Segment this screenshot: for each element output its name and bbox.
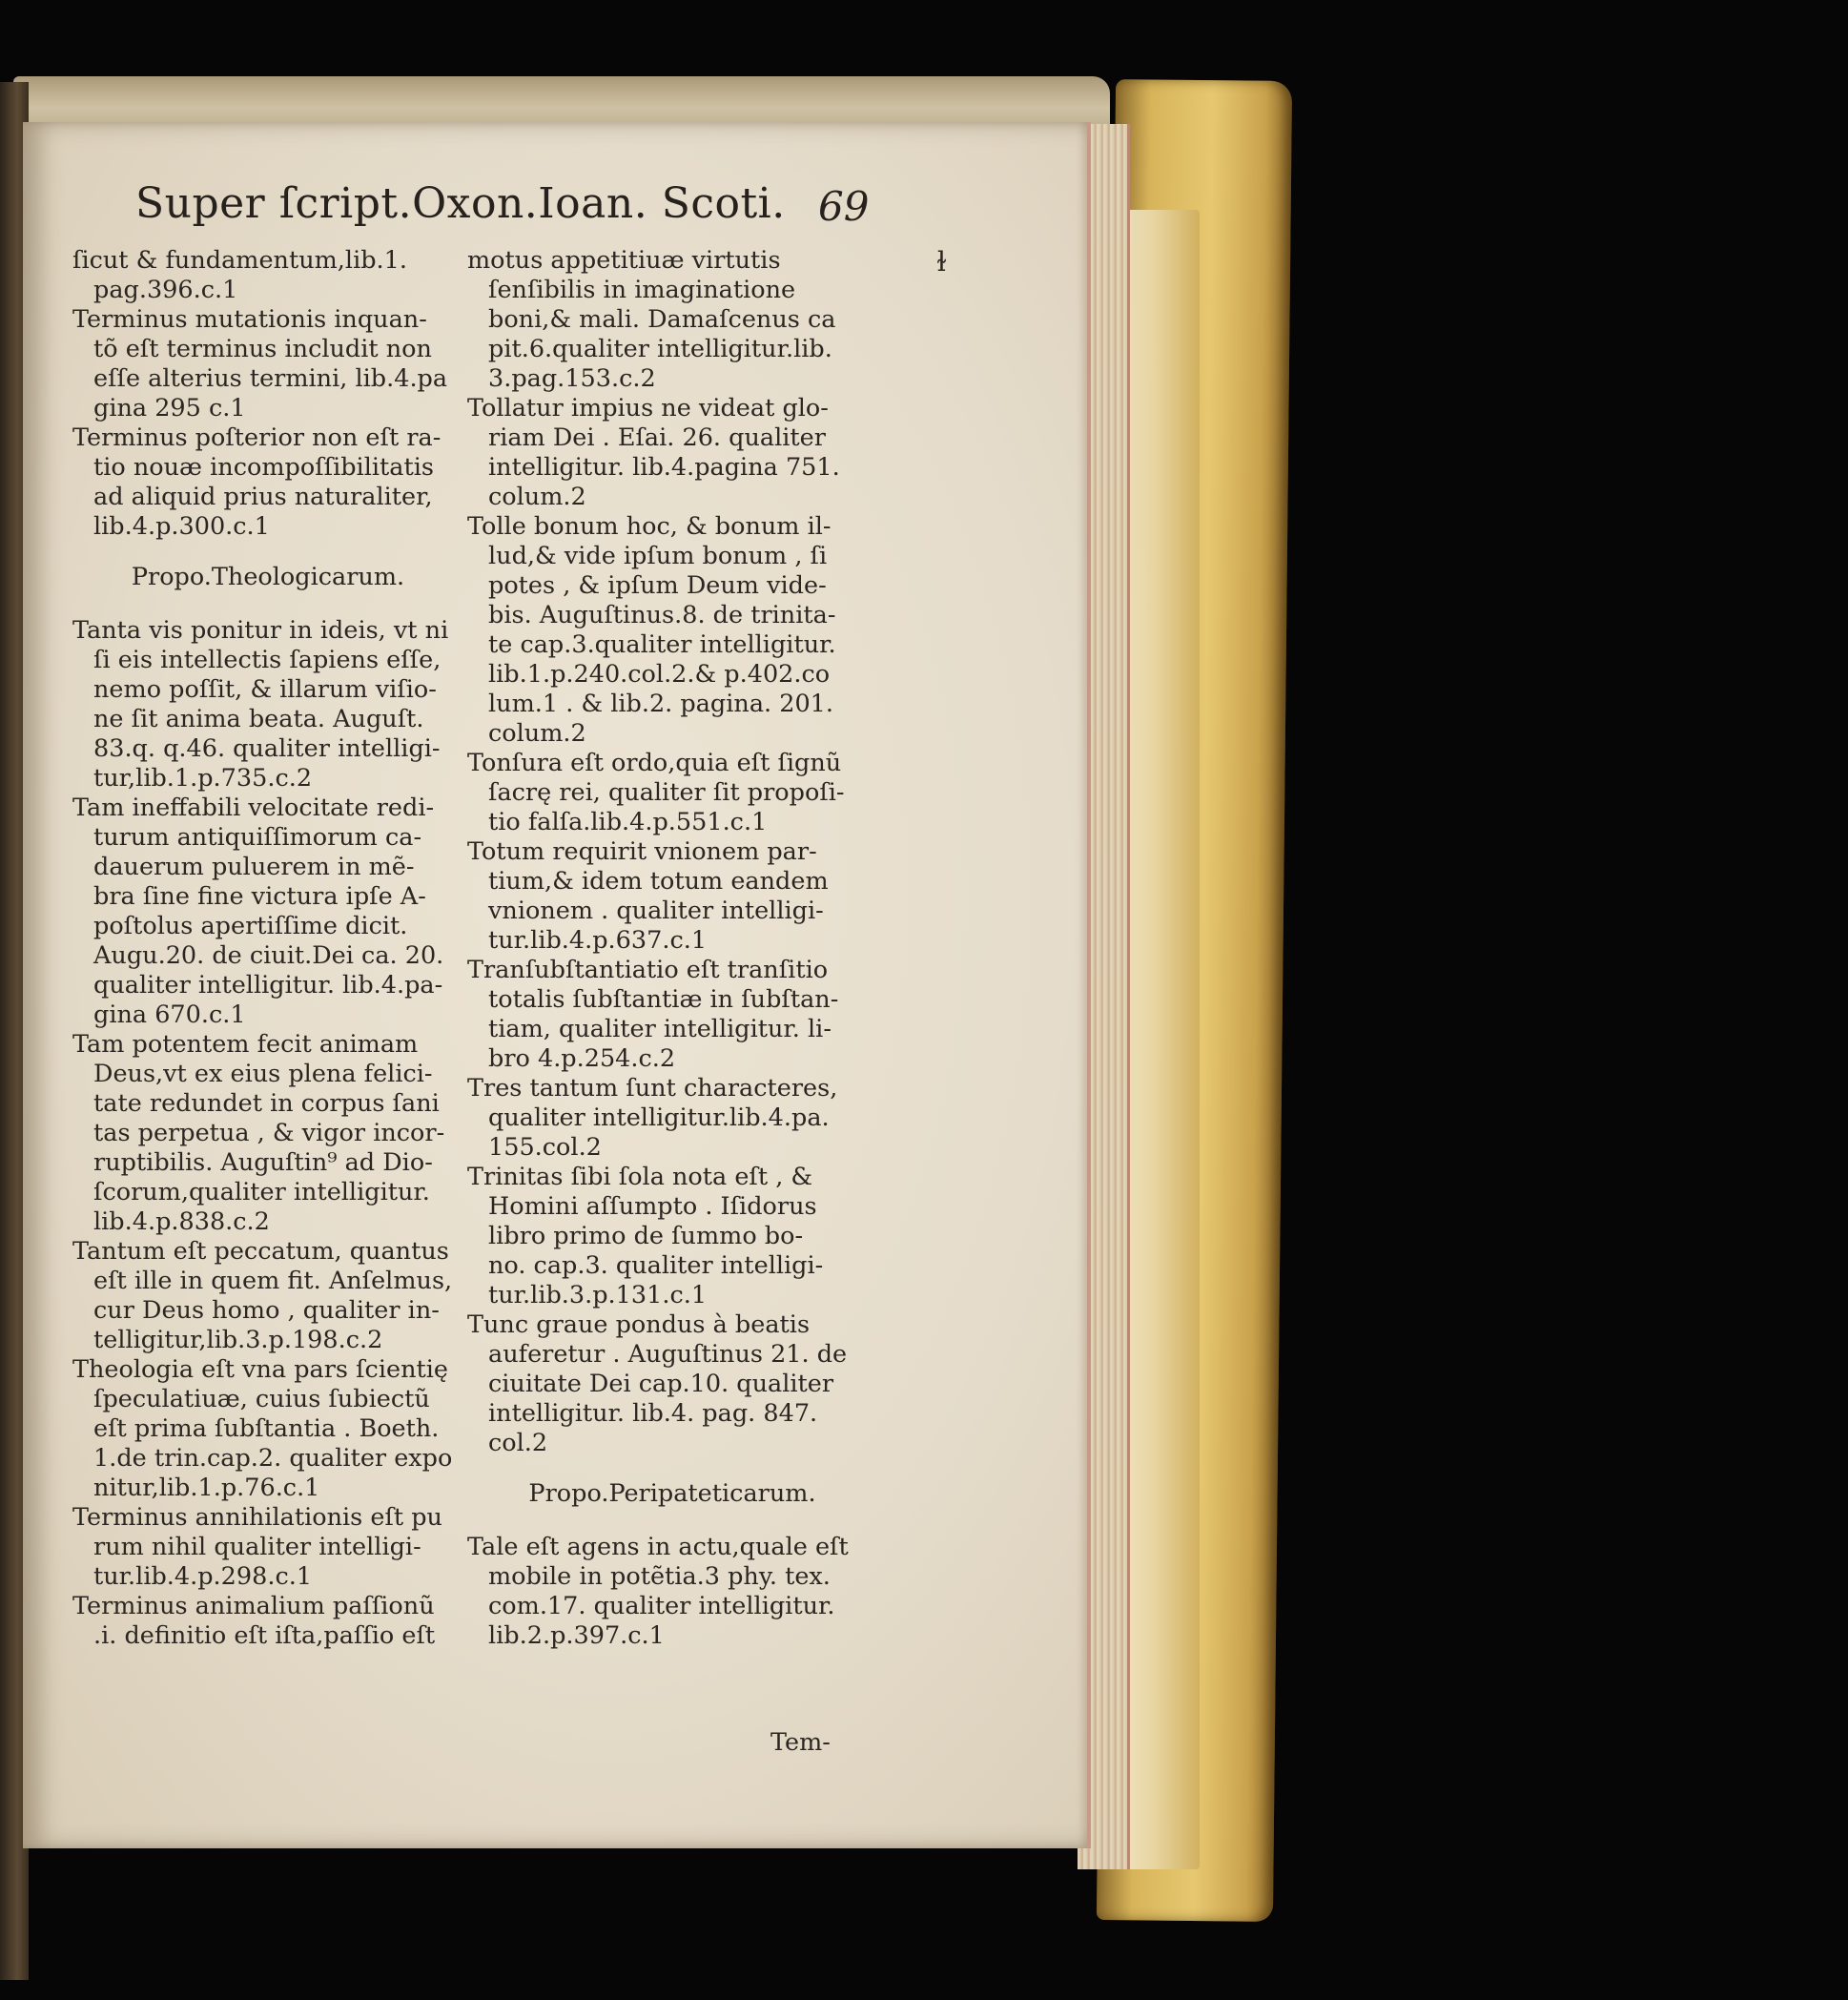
entry-line: poſtolus apertiſſime dicit. [93,912,408,940]
entry-line: lib.4.p.838.c.2 [93,1207,270,1236]
entry-line: lum.1 . & lib.2. pagina. 201. [488,690,834,718]
entry-line: totalis ſubſtantiæ in ſubſtan- [488,985,839,1014]
entry-line: Tunc graue pondus à beatis [467,1310,811,1339]
entry-line: eſt ille in quem fit. Anſelmus, [93,1267,453,1295]
entry-line: ſicut & fundamentum,lib.1. [72,246,407,275]
entry-line: pag.396.c.1 [93,276,238,304]
entry-line: lib.4.p.300.c.1 [93,512,270,541]
entry-line: Homini aſſumpto . Iſidorus [488,1192,817,1221]
entry-line: tio nouæ incompoſſibilitatis [93,453,434,482]
entry-line: .i. definitio eſt iſta,paſſio eſt [93,1621,436,1650]
entry-line: Tanta vis ponitur in ideis, vt ni [72,616,449,645]
right-column [467,246,877,1651]
entry-line: bra ſine fine victura ipſe A- [93,882,426,911]
index-entry [467,956,877,1074]
entry-line: tur,lib.1.p.735.c.2 [93,764,313,793]
entry-line: com.17. qualiter intelligitur. [488,1592,835,1620]
vellum-cover-flap [1123,210,1200,1869]
index-entry [467,749,877,837]
entry-line: bis. Auguſtinus.8. de trinita- [488,601,836,629]
index-entry [467,394,877,512]
entry-line: intelligitur. lib.4.pagina 751. [488,453,840,482]
entry-line: telligitur,lib.3.p.198.c.2 [93,1326,383,1354]
index-entry [72,794,463,1030]
entry-line: vnionem . qualiter intelligi- [488,897,824,925]
index-entry [72,1503,463,1592]
entry-line: Totum requirit vnionem par- [467,837,817,866]
entry-line: lib.2.p.397.c.1 [488,1621,665,1650]
entry-line: 1.de trin.cap.2. qualiter expo [93,1444,453,1473]
running-title: Super ſcript.Oxon.Ioan. Scoti. [135,179,786,228]
entry-line: riam Dei . Eſai. 26. qualiter [488,423,826,452]
entry-line: tio falſa.lib.4.p.551.c.1 [488,808,768,836]
index-entry [72,423,463,542]
index-entry [467,1074,877,1163]
entry-line: ciuitate Dei cap.10. qualiter [488,1370,834,1398]
entry-line: tur.lib.4.p.298.c.1 [93,1562,313,1591]
entry-line: gina 670.c.1 [93,1000,246,1029]
catchword: Tem- [770,1728,831,1757]
entry-line: Tale eſt agens in actu,quale eſt [467,1533,849,1561]
entry-line: tate redundet in corpus ſani [93,1089,440,1118]
entry-line: pit.6.qualiter intelligitur.lib. [488,335,832,363]
entry-line: ad aliquid prius naturaliter, [93,483,433,511]
entry-line: qualiter intelligitur. lib.4.pa- [93,971,443,1000]
entry-line: Tres tantum ſunt characteres, [467,1074,838,1103]
entry-line: 3.pag.153.c.2 [488,364,656,393]
entry-line: mobile in potẽtia.3 phy. tex. [488,1562,831,1591]
entry-line: ſacrę rei, qualiter ſit propoſi- [488,778,845,807]
entry-line: no. cap.3. qualiter intelligi- [488,1251,824,1280]
entry-line: ne ſit anima beata. Auguſt. [93,705,424,733]
entry-line: ſenſibilis in imaginatione [488,276,796,304]
entry-line: Tam potentem fecit animam [72,1030,419,1059]
entry-line: tõ eſt terminus includit non [93,335,432,363]
margin-mark: ɫ [936,246,947,278]
entry-line: Trinitas ſibi ſola nota eſt , & [467,1163,813,1191]
entry-line: qualiter intelligitur.lib.4.pa. [488,1103,830,1132]
entry-line: 83.q. q.46. qualiter intelligi- [93,734,441,763]
entry-line: Terminus annihilationis eſt pu [72,1503,442,1532]
index-entry [467,246,877,394]
section-heading: Propo.Theologicarum. [131,563,405,591]
entry-line: ſi eis intellectis ſapiens eſſe, [93,646,441,674]
index-entry [72,1237,463,1355]
entry-line: te cap.3.qualiter intelligitur. [488,630,836,659]
entry-line: nemo poſſit, & illarum viſio- [93,675,437,704]
entry-line: eſt prima ſubſtantia . Boeth. [93,1414,440,1443]
entry-line: Tolle bonum hoc, & bonum il- [467,512,832,541]
index-entry [467,512,877,749]
entry-line: Tam ineffabili velocitate redi- [72,794,435,822]
entry-line: eſſe alterius termini, lib.4.pa [93,364,448,393]
left-column [72,246,463,1651]
entry-line: boni,& mali. Damaſcenus ca [488,305,836,334]
entry-line: ruptibilis. Auguſtin⁹ ad Dio- [93,1148,433,1177]
index-entry [72,616,463,794]
entry-line: Terminus animalium paſſionũ [72,1592,435,1620]
entry-line: lib.1.p.240.col.2.& p.402.co [488,660,831,689]
entry-line: Terminus poſterior non eſt ra- [72,423,441,452]
entry-line: col.2 [488,1429,548,1457]
index-entry [72,1592,463,1651]
page-number: 69 [818,183,870,230]
entry-line: potes , & ipſum Deum vide- [488,571,827,600]
entry-line: Tranſubſtantiatio eſt tranſitio [467,956,829,984]
entry-line: libro primo de ſummo bo- [488,1222,804,1250]
entry-line: tur.lib.3.p.131.c.1 [488,1281,708,1309]
entry-line: auferetur . Auguſtinus 21. de [488,1340,848,1369]
entry-line: Theologia eſt vna pars ſcientię [72,1355,448,1384]
entry-line: nitur,lib.1.p.76.c.1 [93,1474,320,1502]
index-entry [467,837,877,956]
index-entry [467,1533,877,1651]
entry-line: ſcorum,qualiter intelligitur. [93,1178,430,1206]
section-heading: Propo.Peripateticarum. [528,1479,816,1508]
index-entry [72,246,463,305]
entry-line: intelligitur. lib.4. pag. 847. [488,1399,818,1428]
entry-line: cur Deus homo , qualiter in- [93,1296,440,1325]
entry-line: Deus,vt ex eius plena felici- [93,1060,433,1088]
entry-line: tas perpetua , & vigor incor- [93,1119,445,1147]
entry-line: tur.lib.4.p.637.c.1 [488,926,708,955]
entry-line: motus appetitiuæ virtutis [467,246,781,275]
entry-line: Tonſura eſt ordo,quia eſt ſignũ [467,749,842,777]
entry-line: ſpeculatiuæ, cuius ſubiectũ [93,1385,430,1413]
entry-line: tiam, qualiter intelligitur. li- [488,1015,832,1043]
entry-line: Tantum eſt peccatum, quantus [72,1237,449,1266]
entry-line: tium,& idem totum eandem [488,867,829,896]
entry-line: dauerum puluerem in mẽ- [93,853,415,881]
index-entry [467,1163,877,1310]
entry-line: lud,& vide ipſum bonum , ſi [488,542,828,570]
entry-line: colum.2 [488,483,586,511]
entry-line: turum antiquiſſimorum ca- [93,823,422,852]
index-entry [72,1030,463,1237]
entry-line: Augu.20. de ciuit.Dei ca. 20. [93,941,444,970]
index-entry [467,1310,877,1458]
entry-line: rum nihil qualiter intelligi- [93,1533,421,1561]
entry-line: gina 295 c.1 [93,394,246,423]
entry-line: bro 4.p.254.c.2 [488,1044,676,1073]
entry-line: Terminus mutationis inquan- [72,305,427,334]
entry-line: colum.2 [488,719,586,748]
index-entry [72,305,463,423]
index-entry [72,1355,463,1503]
entry-line: 155.col.2 [488,1133,602,1162]
entry-line: Tollatur impius ne videat glo- [467,394,829,423]
